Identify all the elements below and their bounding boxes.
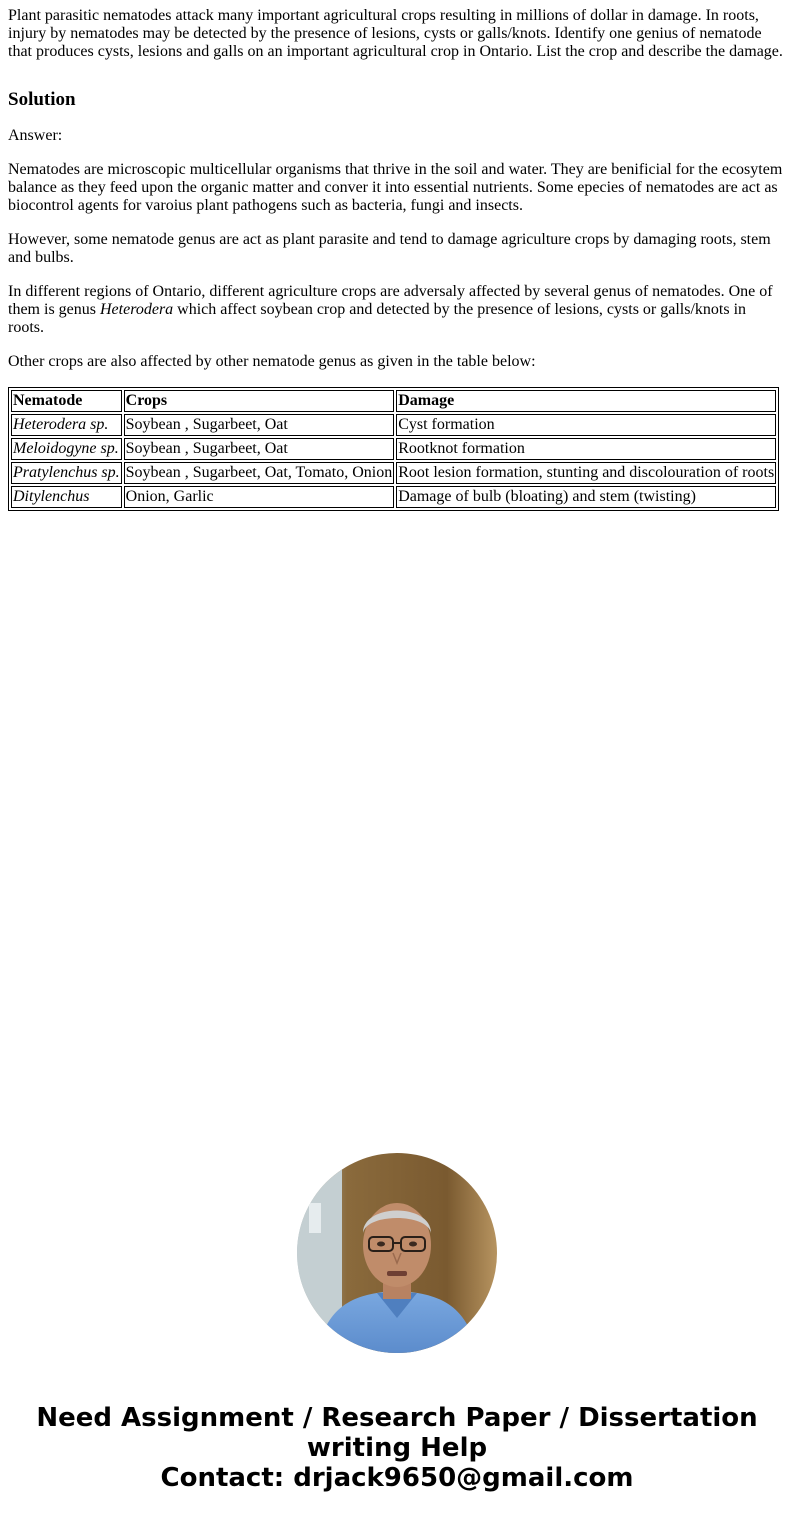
cell-crops: Onion, Garlic [124,486,395,508]
table-row [11,462,776,484]
table-row [11,486,776,508]
document-body [8,7,786,511]
cell-damage: Rootknot formation [396,438,776,460]
cell-damage: Cyst formation [396,414,776,436]
promo-contact: Contact: drjack9650@gmail.com [160,1463,634,1493]
cell-crops: Soybean , Sugarbeet, Oat, Tomato, Onion [124,462,395,484]
table-header-row [11,390,776,412]
promo-banner [0,1403,794,1493]
table-row [11,414,776,436]
cell-damage: Damage of bulb (bloating) and stem (twisting) [396,486,776,508]
header-damage: Damage [396,390,776,412]
paragraph-parasite: However, some nematode genus are act as plant parasite and tend to damage agriculture crops by damaging roots, stem and bulbs. [8,231,771,266]
solution-heading: Solution [8,89,76,110]
cell-nematode: Pratylenchus sp. [11,462,122,484]
paragraph-ontario-before: In different regions of Ontario, different agriculture crops are adversaly affected by several genus of nematodes. One of them is genus [8,283,773,318]
header-crops: Crops [124,390,395,412]
cell-crops: Soybean , Sugarbeet, Oat [124,438,395,460]
cell-nematode: Heterodera sp. [11,414,122,436]
question-text: Plant parasitic nematodes attack many important agricultural crops resulting in millions of dollar in damage. In roots, injury by nematodes may be detected by the presence of lesions, cysts or galls/knots. Identify one genius of nematode that produces cysts, lesions and galls on an important agricultural crop in Ontario. List the crop and describe the damage. [8,7,783,60]
cell-crops: Soybean , Sugarbeet, Oat [124,414,395,436]
paragraph-ontario-after: which affect soybean crop and detected by the presence of lesions, cysts or galls/knots in roots. [8,301,747,336]
promo-line-2: writing Help [306,1433,488,1463]
header-nematode: Nematode [11,390,122,412]
genus-heterodera: Heterodera [100,301,174,318]
cell-nematode: Ditylenchus [11,486,122,508]
avatar-photo [297,1153,497,1353]
paragraph-ontario [8,283,786,337]
avatar [297,1153,497,1353]
table-row [11,438,776,460]
cell-damage: Root lesion formation, stunting and discolouration of roots [396,462,776,484]
paragraph-table-intro: Other crops are also affected by other nematode genus as given in the table below: [8,353,536,370]
paragraph-nematodes-intro: Nematodes are microscopic multicellular organisms that thrive in the soil and water. They are benificial for the ecosytem balance as they feed upon the organic matter and conver it into essential nutrients. Some epecies of nematodes are act as biocontrol agents for varoius plant pathogens such as bacteria, fungi and insects. [8,161,783,214]
nematode-table [8,387,779,511]
answer-label: Answer: [8,127,63,144]
cell-nematode: Meloidogyne sp. [11,438,122,460]
promo-line-1: Need Assignment / Research Paper / Dissertation [36,1403,758,1433]
